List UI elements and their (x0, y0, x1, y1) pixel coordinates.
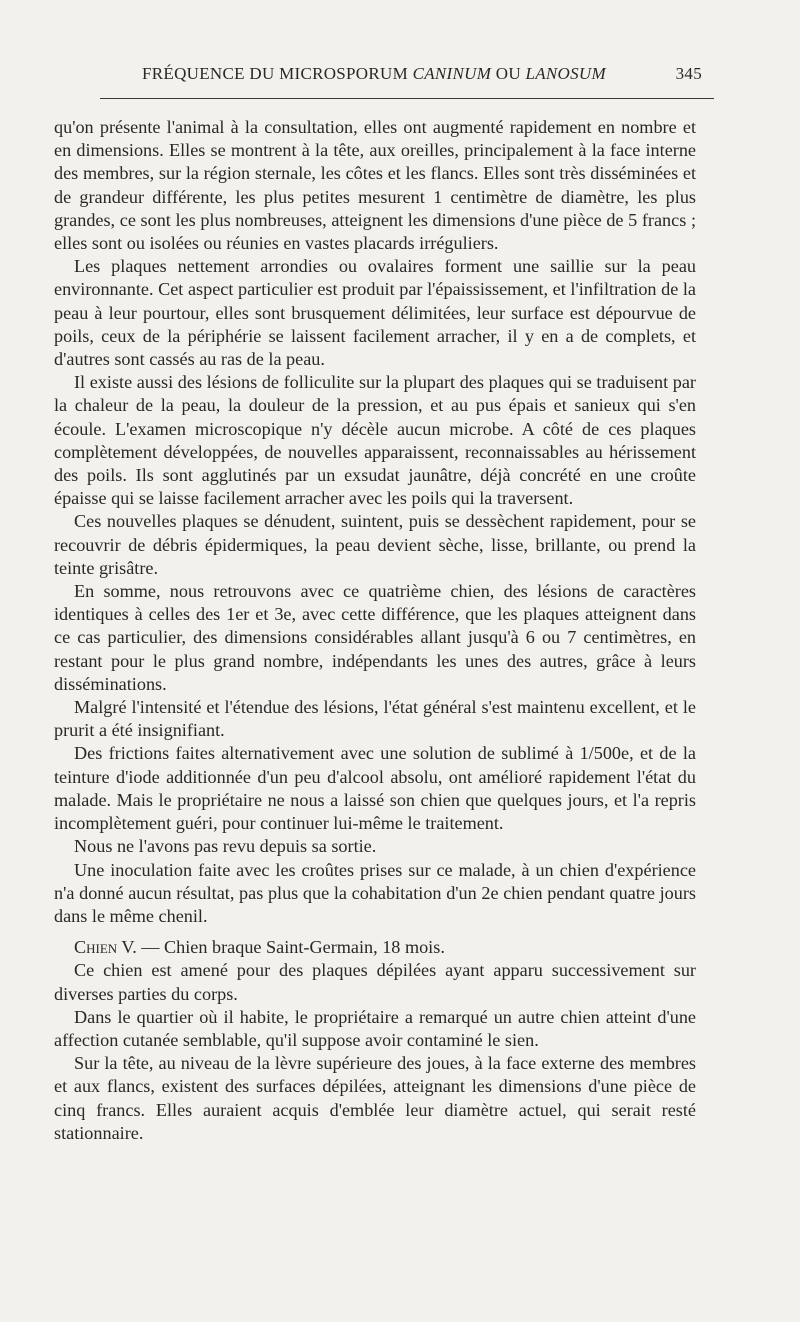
paragraph: Ce chien est amené pour des plaques dépilées ayant apparu successivement sur diverses parties du corps. (54, 960, 696, 1004)
running-title (142, 64, 606, 84)
header-rule (100, 98, 714, 99)
running-title-italic: CANINUM (412, 64, 492, 83)
page (54, 58, 702, 1145)
paragraph: Les plaques nettement arrondies ou ovalaires forment une saillie sur la peau environnante. Cet aspect particulier est produit par l'épaississement, et l'infiltration de la peau à leur pourtour, elles sont brusquement délimitées, leur surface est dépourvue de poils, ceux de la périphérie se laissent facilement arracher, il y en a de complets, et d'autres sont cassés au ras de la peau. (54, 256, 696, 370)
running-title-part: OU (491, 64, 526, 83)
case-heading-text: V. — Chien braque Saint-Germain, 18 mois. (117, 937, 445, 958)
paragraph: Ces nouvelles plaques se dénudent, suintent, puis se dessèchent rapidement, pour se recouvrir de débris épidermiques, la peau devient sèche, lisse, brillante, ou prend la teinte grisâtre. (54, 511, 696, 578)
paragraph: Malgré l'intensité et l'étendue des lésions, l'état général s'est maintenu excellent, et le prurit a été insignifiant. (54, 697, 696, 741)
running-title-part: FRÉQUENCE DU MICROSPORUM (142, 64, 413, 83)
body-text (54, 116, 696, 1145)
paragraph: Une inoculation faite avec les croûtes prises sur ce malade, à un chien d'expérience n'a donné aucun résultat, pas plus que la cohabitation d'un 2e chien pendant quatre jours dans le même chenil. (54, 859, 696, 926)
paragraph: Il existe aussi des lésions de folliculite sur la plupart des plaques qui se traduisent par la chaleur de la peau, la douleur de la pression, et au pus épais et sanieux qui s'en écoule. L'examen microscopique n'y décèle aucun microbe. A côté de ces plaques complètement développées, de nouvelles apparaissent, reconnaissables au hérissement des poils. Ils sont agglutinés par un exsudat jaunâtre, déjà concrété en une croûte épaisse qui se laisse facilement arracher avec les poils qui la traversent. (54, 372, 696, 509)
paragraph: Des frictions faites alternativement avec une solution de sublimé à 1/500e, et de la teinture d'iode additionnée d'un peu d'alcool absolu, ont amélioré rapidement l'état du malade. Mais le propriétaire ne nous a laissé son chien que quelques jours, et l'a repris incomplètement guéri, pour continuer lui-même le traitement. (54, 743, 696, 834)
case-label: Chien (74, 937, 118, 958)
paragraph: qu'on présente l'animal à la consultation, elles ont augmenté rapidement en nombre et en dimensions. Elles se montrent à la tête, aux oreilles, principalement à la face interne des membres, sur la région sternale, les côtes et les flancs. Elles sont très disséminées et de grandeur différente, les plus petites mesurent 1 centimètre de diamètre, les plus grandes, ce sont les plus nombreuses, atteignent les dimensions d'une pièce de 5 francs ; elles sont ou isolées ou réunies en vastes placards irréguliers. (54, 117, 696, 254)
paragraph: Sur la tête, au niveau de la lèvre supérieure des joues, à la face externe des membres et aux flancs, existent des surfaces dépilées, atteignant les dimensions d'une pièce de cinq francs. Elles auraient acquis d'emblée leur diamètre actuel, qui serait resté stationnaire. (54, 1053, 696, 1143)
paragraph: Nous ne l'avons pas revu depuis sa sortie. (74, 836, 377, 857)
case-heading (54, 936, 696, 959)
page-number: 345 (675, 64, 702, 83)
running-title-italic: LANOSUM (525, 64, 606, 83)
paragraph: Dans le quartier où il habite, le propriétaire a remarqué un autre chien atteint d'une affection cutanée semblable, qu'il suppose avoir contaminé le sien. (54, 1006, 696, 1050)
running-head (54, 58, 702, 88)
paragraph: En somme, nous retrouvons avec ce quatrième chien, des lésions de caractères identiques à celles des 1er et 3e, avec cette différence, que les plaques atteignent dans ce cas particulier, des dimensions considérables allant jusqu'à 6 ou 7 centimètres, en restant pour le plus grand nombre, indépendants les unes des autres, grâce à leurs disséminations. (54, 581, 696, 694)
